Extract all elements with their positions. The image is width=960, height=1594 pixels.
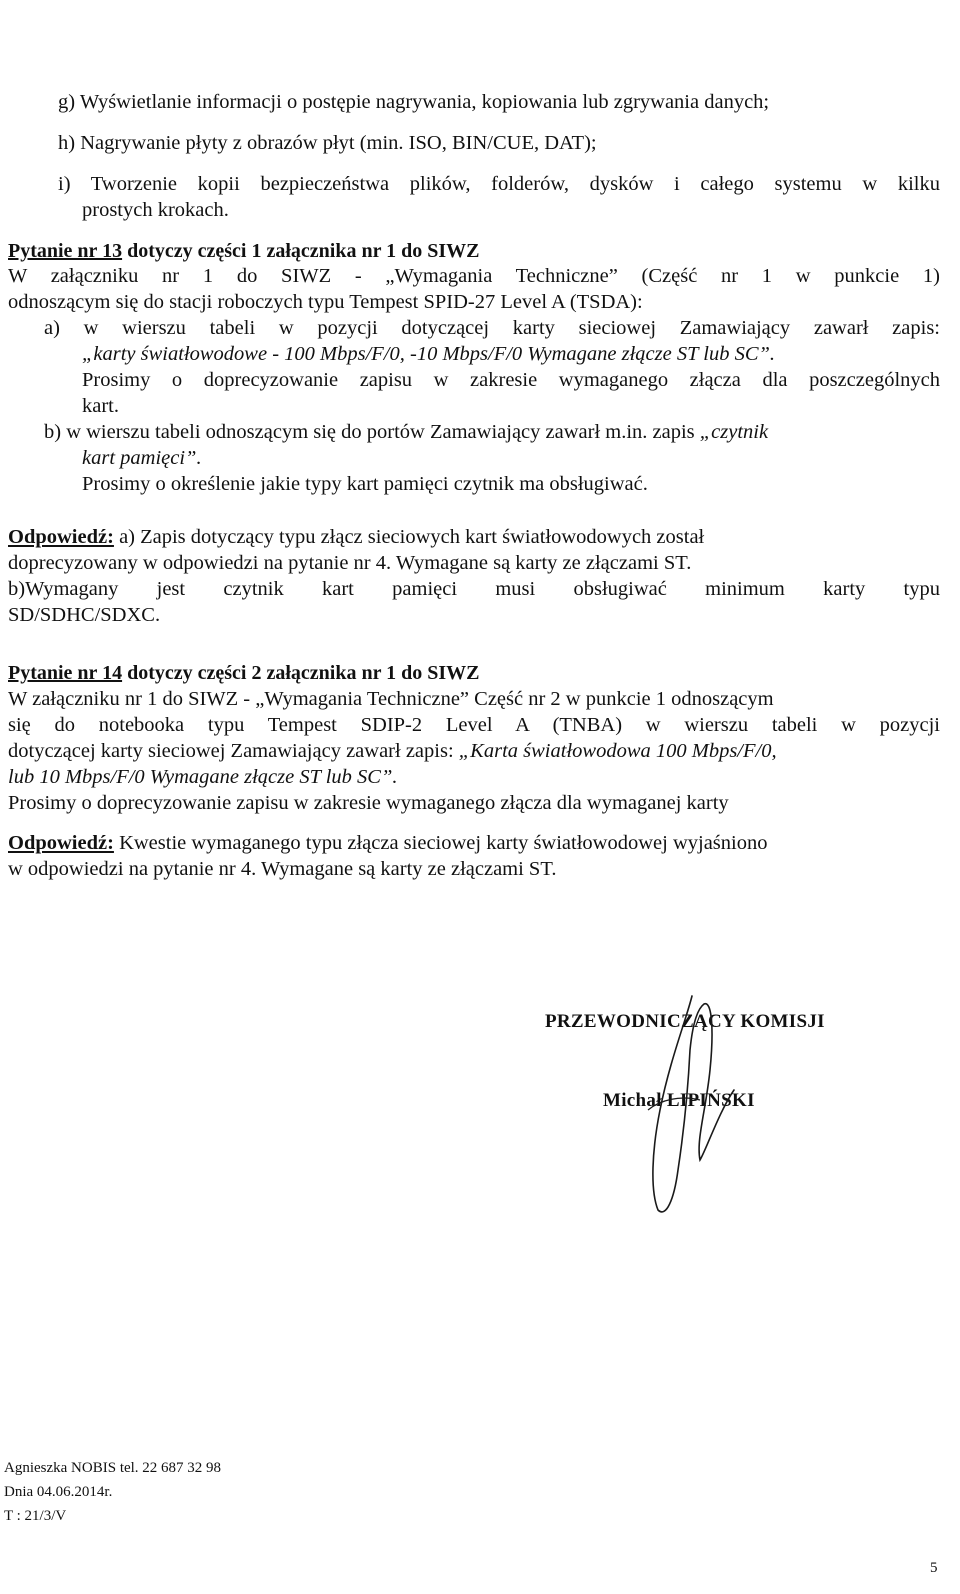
question-14-line4: lub 10 Mbps/F/0 Wymagane złącze ST lub SC”. <box>8 766 398 788</box>
question-13-b-line3: Prosimy o określenie jakie typy kart pamięci czytnik ma obsługiwać. <box>82 473 648 495</box>
question-13-a-line1: a) w wierszu tabeli w pozycji dotyczącej karty sieciowej Zamawiający zawarł zapis: <box>44 317 940 339</box>
list-item-h: h) Nagrywanie płyty z obrazów płyt (min. ISO, BIN/CUE, DAT); <box>58 132 597 154</box>
question-14-line2: się do notebooka typu Tempest SDIP-2 Level A (TNBA) w wierszu tabeli w pozycji <box>8 714 940 736</box>
answer-13-line3: b)Wymagany jest czytnik kart pamięci musi obsługiwać minimum karty typu <box>8 578 940 600</box>
question-13-heading <box>8 238 479 264</box>
question-13-line1: W załączniku nr 1 do SIWZ - „Wymagania Techniczne” (Część nr 1 w punkcie 1) <box>8 265 940 287</box>
question-13-number: Pytanie nr 13 <box>8 240 123 262</box>
question-14-line3-italic: „Karta światłowodowa 100 Mbps/F/0, <box>458 740 777 762</box>
question-14-line1: W załączniku nr 1 do SIWZ - „Wymagania Techniczne” Część nr 2 w punkcie 1 odnoszącym <box>8 688 774 710</box>
question-13-a-line4: kart. <box>82 395 119 417</box>
footer-reference: T : 21/3/V <box>4 1508 67 1524</box>
list-item-g: g) Wyświetlanie informacji o postępie nagrywania, kopiowania lub zgrywania danych; <box>58 91 770 113</box>
footer-author: Agnieszka NOBIS tel. 22 687 32 98 <box>4 1460 222 1476</box>
question-13-a-line3: Prosimy o doprecyzowanie zapisu w zakresie wymaganego złącza dla poszczególnych <box>82 369 940 391</box>
answer-13-label: Odpowiedź: <box>8 526 114 548</box>
question-13-b-line2: kart pamięci”. <box>82 447 202 469</box>
question-13-line2: odnoszącym się do stacji roboczych typu Tempest SPID-27 Level A (TSDA): <box>8 291 643 313</box>
question-14-number: Pytanie nr 14 <box>8 662 123 684</box>
answer-14-line1 <box>8 830 767 856</box>
question-13-b-line1-italic: „czytnik <box>699 421 769 443</box>
answer-13-line1 <box>8 524 704 550</box>
answer-14-line2: w odpowiedzi na pytanie nr 4. Wymagane są karty ze złączami ST. <box>8 858 557 880</box>
answer-13-line2: doprecyzowany w odpowiedzi na pytanie nr 4. Wymagane są karty ze złączami ST. <box>8 552 692 574</box>
question-13-b-line1-text: b) w wierszu tabeli odnoszącym się do portów Zamawiający zawarł m.in. zapis <box>44 421 700 443</box>
answer-14-line1-text: Kwestie wymaganego typu złącza sieciowej karty światłowodowej wyjaśniono <box>113 832 768 854</box>
list-item-i-line2: prostych krokach. <box>82 199 229 221</box>
question-13-a-line2: „karty światłowodowe - 100 Mbps/F/0, -10 Mbps/F/0 Wymagane złącze ST lub SC”. <box>82 343 776 365</box>
answer-13-line1-text: a) Zapis dotyczący typu złącz sieciowych kart światłowodowych został <box>113 526 705 548</box>
list-item-i-line1: i) Tworzenie kopii bezpieczeństwa plików, folderów, dysków i całego systemu w kilku <box>58 173 940 195</box>
answer-14-label: Odpowiedź: <box>8 832 114 854</box>
question-14-line3 <box>8 738 777 764</box>
handwritten-signature <box>630 990 740 1220</box>
answer-13-line4: SD/SDHC/SDXC. <box>8 604 161 626</box>
footer-date: Dnia 04.06.2014r. <box>4 1484 113 1500</box>
question-14-heading-rest: dotyczy części 2 załącznika nr 1 do SIWZ <box>122 662 480 684</box>
question-14-line5: Prosimy o doprecyzowanie zapisu w zakresie wymaganego złącza dla wymaganej karty <box>8 792 729 814</box>
question-14-line3-text: dotyczącej karty sieciowej Zamawiający zawarł zapis: <box>8 740 459 762</box>
page-number: 5 <box>930 1560 938 1576</box>
question-13-heading-rest: dotyczy części 1 załącznika nr 1 do SIWZ <box>122 240 480 262</box>
signature-name: Michał LIPIŃSKI <box>603 1090 755 1111</box>
question-14-heading <box>8 660 479 686</box>
signature-title: PRZEWODNICZĄCY KOMISJI <box>545 1011 825 1032</box>
question-13-b-line1 <box>44 419 768 445</box>
